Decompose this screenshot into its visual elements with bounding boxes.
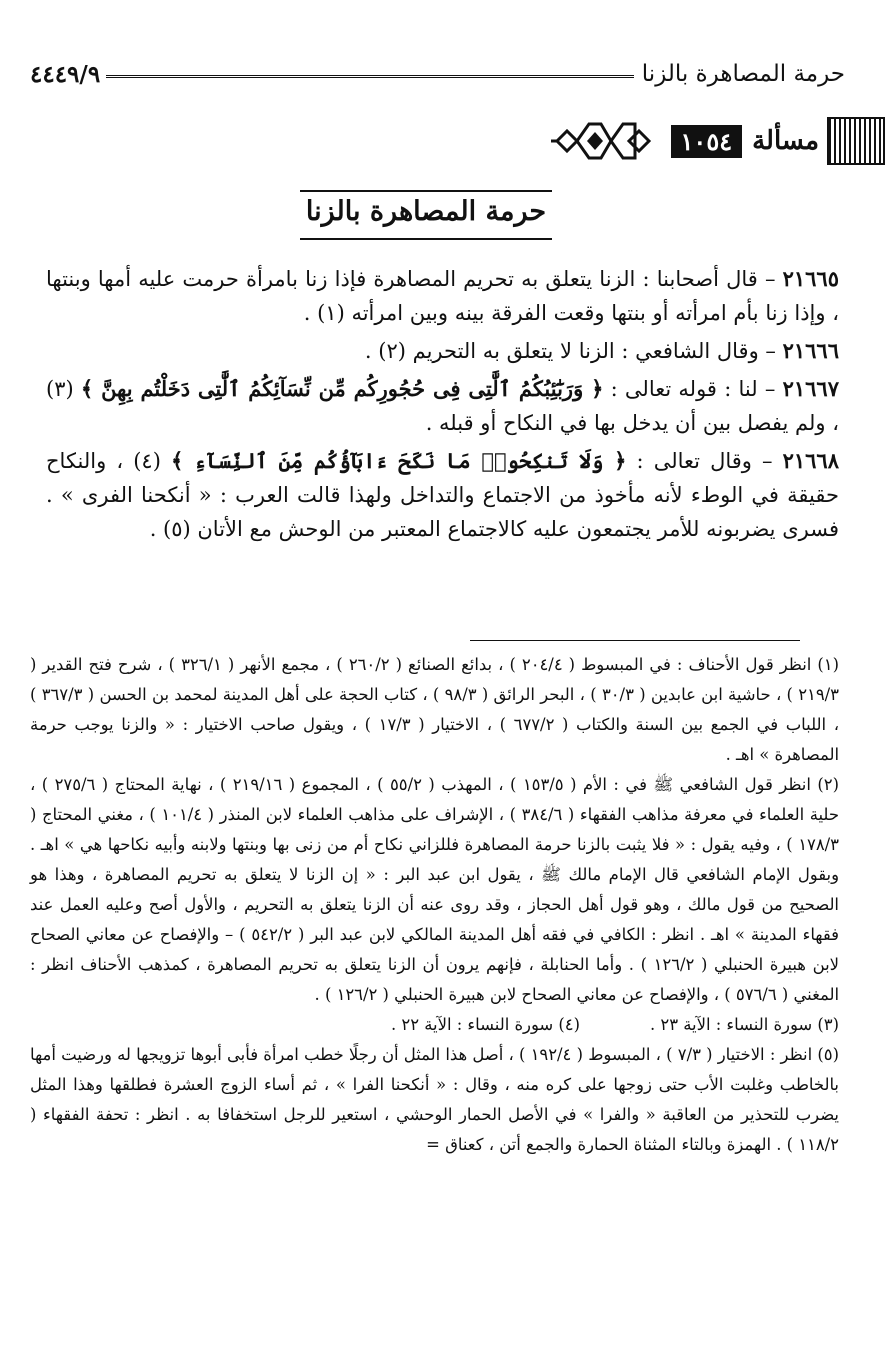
header-rule <box>106 75 634 78</box>
paragraph <box>46 334 839 368</box>
quran-verse: ﴿ وَلَا تَنكِحُوا۟ مَا نَكَحَ ءَابَآؤُكُم مِّنَ ٱلنِّسَآءِ ﴾ <box>170 448 627 473</box>
title-rule-bottom <box>300 238 552 240</box>
paragraph-number: ٢١٦٦٨ <box>782 448 839 473</box>
paragraph-text: – لنا : قوله تعالى : <box>603 377 783 401</box>
footnote: (٣) سورة النساء : الآية ٢٣ . <box>650 1015 839 1034</box>
paragraph-text: (٣) ، ولم يفصل بين أن يدخل بها في النكاح أو قبله . <box>46 377 839 435</box>
hatch-ornament-icon <box>827 117 885 165</box>
body-text <box>46 262 839 550</box>
footnote-pair <box>30 1010 839 1040</box>
paragraph-number: ٢١٦٦٦ <box>782 338 839 363</box>
footnote: (٤) سورة النساء : الآية ٢٢ . <box>391 1015 580 1034</box>
masala-banner <box>520 116 885 166</box>
footnote: (١) انظر قول الأحناف : في المبسوط ( ٢٠٤/٤ ) ، بدائع الصنائع ( ٢٦٠/٢ ) ، مجمع الأنهر ( ٣٢٦/١ ) ، شرح فتح القدير ( ٢١٩/٣ ) ، حاشية ابن عابدين ( ٣٠/٣ ) ، البحر الرائق ( ٩٨/٣ ) ، كتاب الحجة على أهل المدينة لمحمد بن الحسن ( ٣٦٧/٣ ) ، اللباب في الجمع بين السنة والكتاب ( ٦٧٧/٢ ) ، الاختيار ( ١٧/٣ ) ، ويقول صاحب الاختيار : « والزنا يوجب حرمة المصاهرة » اهـ . <box>30 655 840 764</box>
running-title: حرمة المصاهرة بالزنا <box>641 61 845 87</box>
geometric-ornament-icon <box>551 118 661 164</box>
paragraph <box>46 372 839 440</box>
paragraph <box>46 444 839 546</box>
running-header <box>30 56 845 92</box>
paragraph <box>46 262 839 330</box>
title-rule-top <box>300 190 552 192</box>
footnote-separator <box>470 640 800 641</box>
masala-number: ١٠٥٤ <box>671 125 743 158</box>
masala-label: مسألة <box>752 126 819 156</box>
paragraph-number: ٢١٦٦٧ <box>782 376 839 401</box>
paragraph-text: – وقال تعالى : <box>626 449 783 473</box>
footnote: (٥) انظر : الاختيار ( ٧/٣ ) ، المبسوط ( ١٩٢/٤ ) ، أصل هذا المثل أن رجلًا خطب امرأة فأبى أبوها تزويجها له ورضيت أمها بالخاطب وغلبت الأب حتى زوجها على كره منه ، وقال : « أنكحنا الفرا » ، ثم أساء الزوج العشرة فطلقها وهذا المثل يضرب للتحذير من العاقبة « والفرا » في الأصل الحمار الوحشي ، استعير للرجل استخفافا به . انظر : تحفة الفقهاء ( ١١٨/٢ ) . الهمزة وبالتاء المثناة الحمارة والجمع أتن ، كعناق = <box>30 1045 839 1154</box>
footnote: (٢) انظر قول الشافعي ﷺ في : الأم ( ١٥٣/٥ ) ، المهذب ( ٥٥/٢ ) ، المجموع ( ٢١٩/١٦ ) ، نهاية المحتاج ( ٢٧٥/٦ ) ، حلية العلماء في معرفة مذاهب الفقهاء ( ٣٨٤/٦ ) ، الإشراف على مذاهب العلماء لابن المنذر ( ١٠١/٤ ) ، مغني المحتاج ( ١٧٨/٣ ) ، وفيه يقول : « فلا يثبت بالزنا حرمة المصاهرة فللزاني نكاح أم من زنى بها وبنتها ولابنه وأبيه نكاحها هي » اهـ . وبقول الإمام الشافعي قال الإمام مالك ﷺ ، يقول ابن عبد البر : « إن الزنا لا يتعلق به تحريم المصاهرة ، وهذا هو الصحيح من قول مالك ، وهو قول أهل الحجاز ، وقد روى عنه أن الزنا يتعلق به التحريم ، والأول أصح وعليه العمل عند فقهاء المدينة » اهـ . انظر : الكافي في فقه أهل المدينة المالكي لابن عبد البر ( ٥٤٢/٢ ) – والإفصاح عن معاني الصحاح لابن هبيرة الحنبلي ( ١٢٦/٢ ) . وأما الحنابلة ، فإنهم يرون أن الزنا يتعلق به تحريم المصاهرة ، كمذهب الأحناف انظر : المغني ( ٥٧٦/٦ ) ، والإفصاح عن معاني الصحاح لابن هبيرة الحنبلي ( ١٢٦/٢ ) . <box>30 775 839 1004</box>
quran-verse: ﴿ وَرَبَٰٓئِبُكُمُ ٱلَّٰتِى فِى حُجُورِكُم مِّن نِّسَآئِكُمُ ٱلَّٰتِى دَخَلْتُم بِهِنَّ ﴾ <box>80 376 604 401</box>
chapter-title: حرمة المصاهرة بالزنا <box>305 196 547 227</box>
footnotes <box>30 650 839 1160</box>
paragraph-number: ٢١٦٦٥ <box>782 266 839 291</box>
paragraph-text: – وقال الشافعي : الزنا لا يتعلق به التحريم (٢) . <box>364 339 783 363</box>
page-reference: ٤٤٤٩/٩ <box>30 60 101 88</box>
paragraph-text: (٤) ، والنكاح حقيقة في الوطء لأنه مأخوذ من الاجتماع والتداخل ولهذا قالت العرب : « أنكحنا الفرى » . فسرى يضربونه للأمر يجتمعون عليه كالاجتماع المعتبر من الوحش مع الأتان (٥) . <box>46 449 839 541</box>
paragraph-text: – قال أصحابنا : الزنا يتعلق به تحريم المصاهرة فإذا زنا بامرأة حرمت عليه أمها وبنتها ، وإذا زنا بأم امرأته أو بنتها وقعت الفرقة بينه وبين امرأته (١) . <box>46 267 839 325</box>
